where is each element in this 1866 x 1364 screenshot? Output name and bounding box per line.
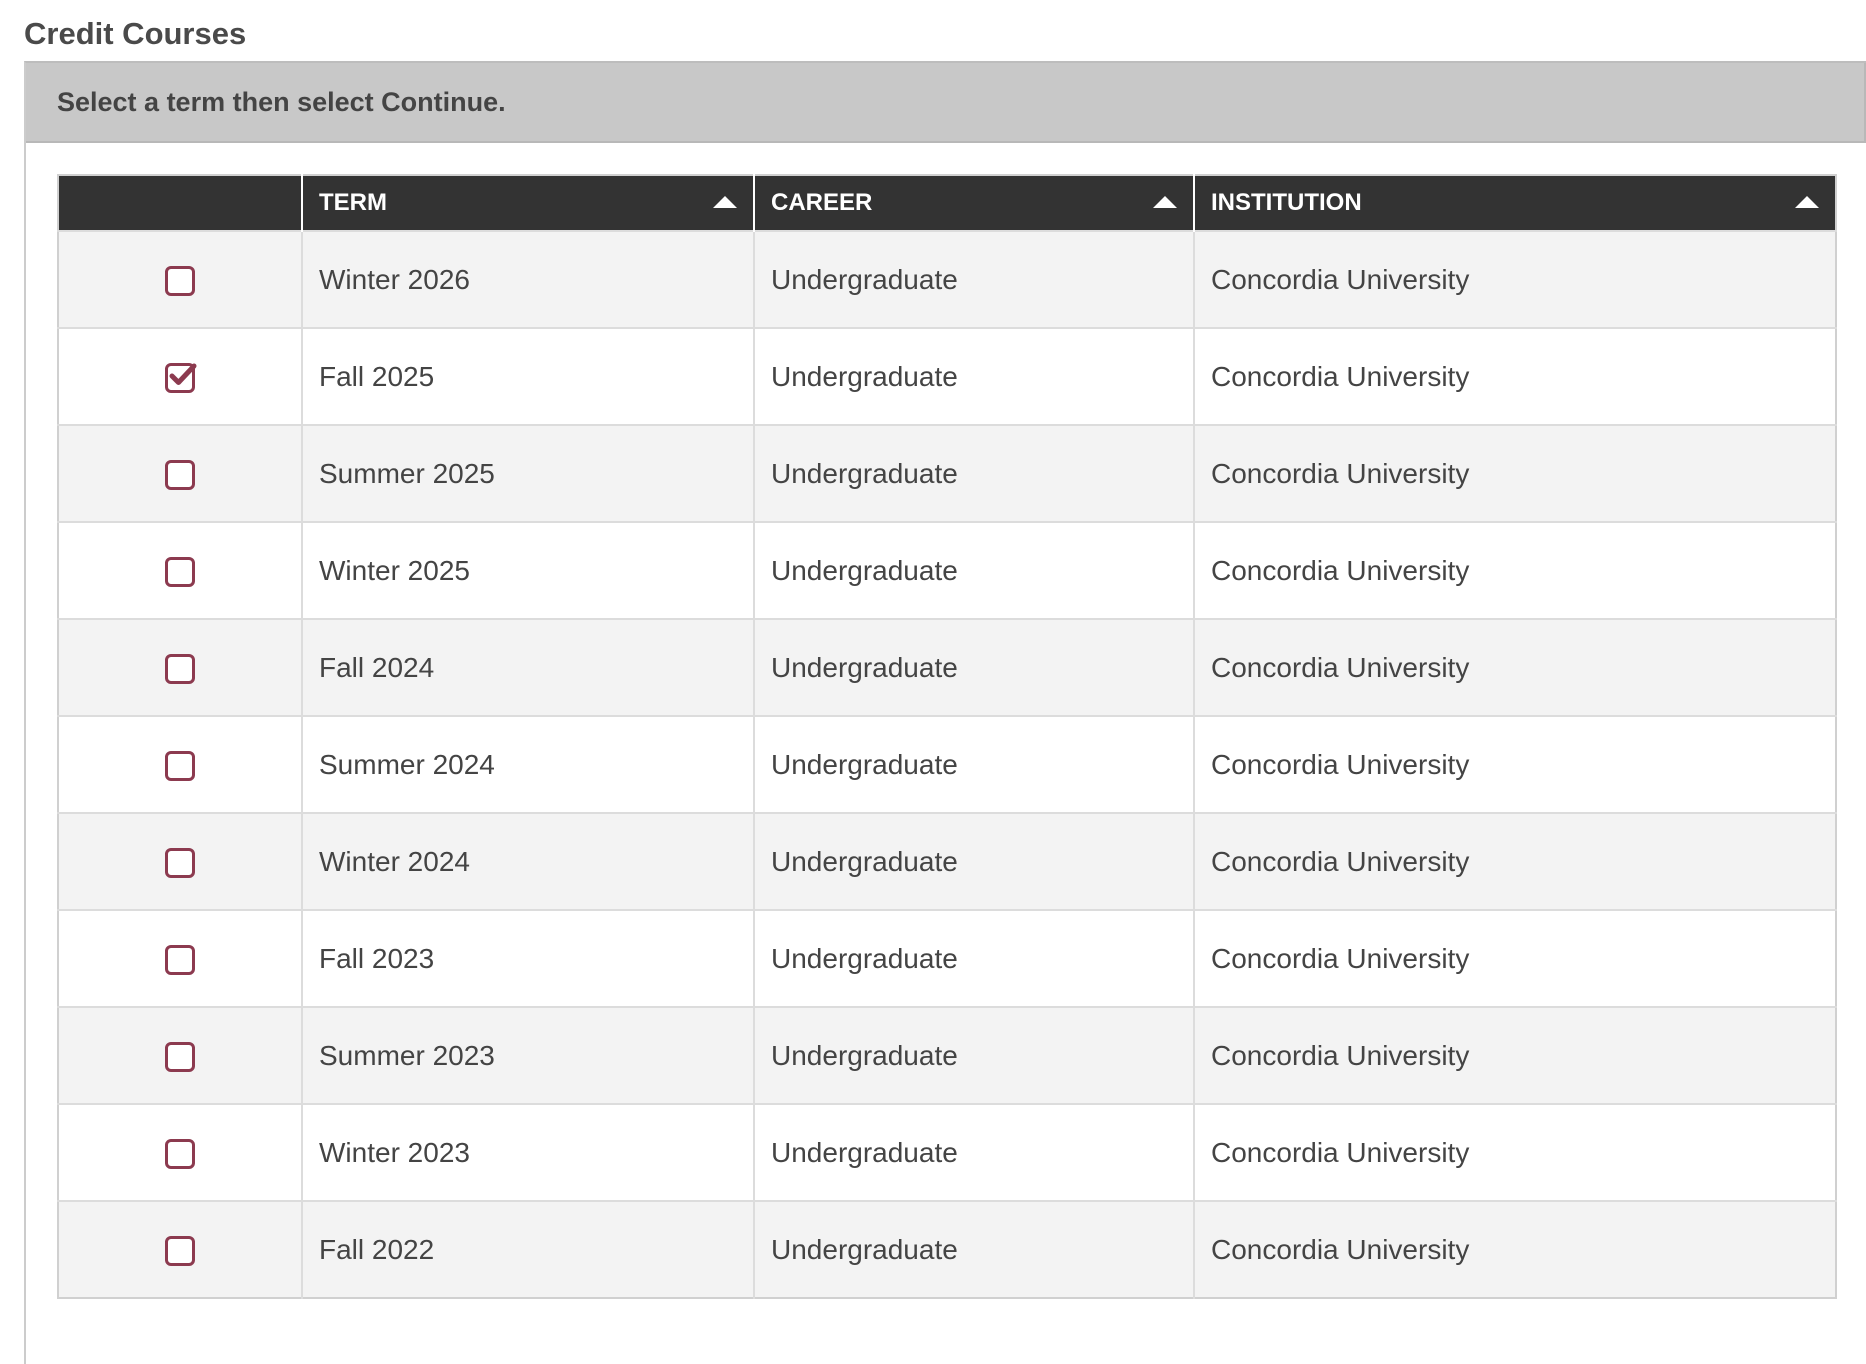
career-cell: Undergraduate [754, 813, 1194, 910]
sort-ascending-icon[interactable] [713, 196, 737, 208]
checkbox-unchecked-icon[interactable] [165, 945, 195, 975]
table-row[interactable] [58, 910, 1836, 1007]
table-row[interactable] [58, 328, 1836, 425]
select-cell [58, 910, 302, 1007]
checkbox-unchecked-icon[interactable] [165, 266, 195, 296]
term-cell: Winter 2025 [302, 522, 754, 619]
term-cell: Summer 2024 [302, 716, 754, 813]
checkbox-unchecked-icon[interactable] [165, 751, 195, 781]
checkbox-box [165, 1236, 195, 1266]
table-row[interactable] [58, 1104, 1836, 1201]
checkbox-unchecked-icon[interactable] [165, 1042, 195, 1072]
table-row[interactable] [58, 522, 1836, 619]
select-cell [58, 231, 302, 328]
term-cell: Winter 2024 [302, 813, 754, 910]
select-cell [58, 425, 302, 522]
select-cell [58, 1104, 302, 1201]
column-header-career[interactable] [754, 175, 1194, 231]
term-cell: Fall 2023 [302, 910, 754, 1007]
checkbox-unchecked-icon[interactable] [165, 654, 195, 684]
table-header-row [58, 175, 1836, 231]
institution-cell: Concordia University [1194, 910, 1836, 1007]
page-title: Credit Courses [24, 16, 247, 51]
checkbox-box [165, 848, 195, 878]
career-cell: Undergraduate [754, 522, 1194, 619]
checkbox-unchecked-icon[interactable] [165, 1139, 195, 1169]
table-body [58, 231, 1836, 1298]
checkbox-unchecked-icon[interactable] [165, 848, 195, 878]
institution-cell: Concordia University [1194, 813, 1836, 910]
term-cell: Summer 2025 [302, 425, 754, 522]
institution-cell: Concordia University [1194, 1104, 1836, 1201]
checkbox-box [165, 1139, 195, 1169]
checkbox-box [165, 751, 195, 781]
column-header-career-label: CAREER [771, 189, 873, 216]
checkbox-box [165, 945, 195, 975]
sort-ascending-icon[interactable] [1153, 196, 1177, 208]
table-row[interactable] [58, 1201, 1836, 1298]
term-cell: Summer 2023 [302, 1007, 754, 1104]
select-cell [58, 328, 302, 425]
table-row[interactable] [58, 425, 1836, 522]
checkbox-box [165, 266, 195, 296]
career-cell: Undergraduate [754, 1104, 1194, 1201]
checkbox-unchecked-icon[interactable] [165, 557, 195, 587]
column-header-term-label: TERM [319, 189, 387, 216]
checkbox-box [165, 557, 195, 587]
select-cell [58, 1201, 302, 1298]
column-header-institution[interactable] [1194, 175, 1836, 231]
select-cell [58, 716, 302, 813]
career-cell: Undergraduate [754, 425, 1194, 522]
instruction-text: Select a term then select Continue. [57, 86, 506, 117]
career-cell: Undergraduate [754, 619, 1194, 716]
table-row[interactable] [58, 813, 1836, 910]
select-cell [58, 1007, 302, 1104]
sort-ascending-icon[interactable] [1795, 196, 1819, 208]
checkbox-unchecked-icon[interactable] [165, 460, 195, 490]
checkbox-unchecked-icon[interactable] [165, 1236, 195, 1266]
institution-cell: Concordia University [1194, 1007, 1836, 1104]
instruction-bar [26, 63, 1866, 143]
select-cell [58, 522, 302, 619]
table-row[interactable] [58, 619, 1836, 716]
career-cell: Undergraduate [754, 231, 1194, 328]
career-cell: Undergraduate [754, 328, 1194, 425]
term-selection-panel [24, 61, 1866, 1364]
career-cell: Undergraduate [754, 1201, 1194, 1298]
institution-cell: Concordia University [1194, 231, 1836, 328]
institution-cell: Concordia University [1194, 716, 1836, 813]
checkbox-box [165, 460, 195, 490]
table-row[interactable] [58, 231, 1836, 328]
table-row[interactable] [58, 716, 1836, 813]
institution-cell: Concordia University [1194, 1201, 1836, 1298]
term-cell: Fall 2025 [302, 328, 754, 425]
table-row[interactable] [58, 1007, 1836, 1104]
column-header-select [58, 175, 302, 231]
career-cell: Undergraduate [754, 716, 1194, 813]
checkmark-icon [165, 359, 199, 393]
checkbox-checked-icon[interactable] [165, 363, 195, 393]
checkbox-box [165, 654, 195, 684]
term-cell: Winter 2023 [302, 1104, 754, 1201]
term-cell: Fall 2022 [302, 1201, 754, 1298]
term-table [57, 174, 1837, 1299]
checkbox-box [165, 1042, 195, 1072]
term-cell: Fall 2024 [302, 619, 754, 716]
institution-cell: Concordia University [1194, 522, 1836, 619]
career-cell: Undergraduate [754, 1007, 1194, 1104]
select-cell [58, 813, 302, 910]
column-header-institution-label: INSTITUTION [1211, 189, 1362, 216]
select-cell [58, 619, 302, 716]
column-header-term[interactable] [302, 175, 754, 231]
institution-cell: Concordia University [1194, 619, 1836, 716]
career-cell: Undergraduate [754, 910, 1194, 1007]
institution-cell: Concordia University [1194, 328, 1836, 425]
institution-cell: Concordia University [1194, 425, 1836, 522]
term-cell: Winter 2026 [302, 231, 754, 328]
